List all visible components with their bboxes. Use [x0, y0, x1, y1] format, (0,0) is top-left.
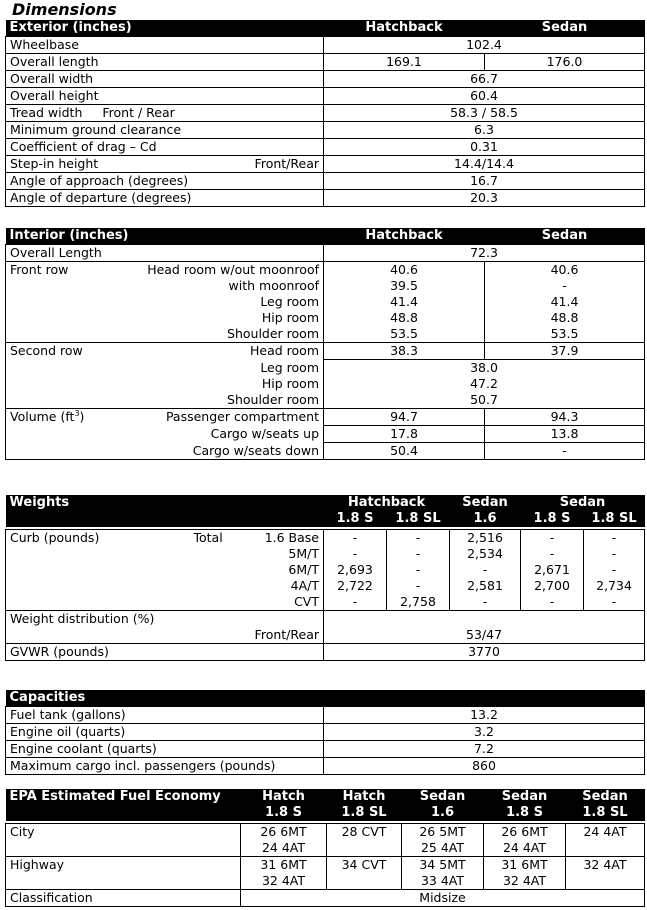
fuel-economy-table [5, 789, 645, 907]
total-label: Total [193, 529, 223, 545]
row-value: 3.2 [324, 724, 645, 741]
label-sub: Leg room [6, 294, 324, 310]
weight-value: - [584, 594, 645, 611]
label-sub: Cargo w/seats down [6, 443, 324, 460]
row-value-hatchback: 169.1 [324, 54, 485, 71]
label-sub: 4A/T [6, 578, 324, 594]
interior-header-hatchback: Hatchback [324, 228, 485, 245]
exterior-header-label: Exterior (inches) [6, 20, 324, 37]
exterior-header [6, 20, 645, 37]
row-value-hatchback: 39.5 [324, 278, 485, 294]
model-label: Sedan [402, 789, 484, 805]
table-row [6, 360, 645, 377]
row-label: Engine oil (quarts) [6, 724, 324, 741]
table-row [6, 758, 645, 775]
row-label: Overall width [6, 71, 324, 88]
table-row [6, 392, 645, 409]
table-row [6, 529, 645, 546]
weight-value: - [584, 529, 645, 546]
row-value: 60.4 [324, 88, 645, 105]
capacities-table [5, 690, 645, 775]
row-value-sedan: 40.6 [485, 262, 645, 279]
weights-header [6, 495, 645, 511]
row-label: Minimum ground clearance [6, 122, 324, 139]
table-row [6, 724, 645, 741]
row-label: Angle of departure (degrees) [6, 190, 324, 207]
table-row [6, 139, 645, 156]
row-value: 0.31 [324, 139, 645, 156]
trim-label: 1.8 SL [387, 511, 450, 527]
table-row [6, 262, 645, 279]
weights-header-hatchback: Hatchback [324, 495, 450, 511]
page-title: Dimensions [12, 0, 117, 19]
table-row [6, 37, 645, 54]
weight-value: - [324, 546, 387, 562]
weight-value: - [387, 546, 450, 562]
table-row [6, 707, 645, 724]
row-value-sedan: 48.8 [485, 310, 645, 326]
table-row [6, 54, 645, 71]
weight-value: 2,700 [521, 578, 584, 594]
mpg-cell: 24 4AT [566, 823, 645, 856]
row-label: Wheelbase [6, 37, 324, 54]
row-value: 47.2 [324, 376, 645, 392]
row-label [6, 343, 324, 360]
model-label: Hatch [327, 789, 402, 805]
weight-value: 2,581 [450, 578, 521, 594]
table-row [6, 546, 645, 562]
table-row [6, 122, 645, 139]
row-value: 7.2 [324, 741, 645, 758]
weights-subheader [6, 511, 645, 527]
weight-value: - [584, 562, 645, 578]
exterior-header-hatchback: Hatchback [324, 20, 485, 37]
table-row [6, 326, 645, 343]
row-label: Highway [6, 856, 241, 889]
group-label: Second row [10, 343, 83, 358]
row-value-sedan: - [485, 278, 645, 294]
table-row [6, 343, 645, 360]
row-label: City [6, 823, 241, 856]
row-label: Maximum cargo incl. passengers (pounds) [6, 758, 324, 775]
weight-value: 2,693 [324, 562, 387, 578]
row-value-sedan: 94.3 [485, 409, 645, 426]
row-value-sedan: - [485, 443, 645, 460]
economy-header [6, 789, 645, 805]
row-value-hatchback: 50.4 [324, 443, 485, 460]
mpg-cell: 26 5MT 25 4AT [402, 823, 484, 856]
label-sub: Front / Rear [102, 105, 175, 120]
group-label: Volume $(ft^3)$ [10, 408, 85, 424]
label-sub: Hip room [6, 376, 324, 392]
row-value: 14.4/14.4 [324, 156, 645, 173]
weight-value: 2,671 [521, 562, 584, 578]
table-row [6, 627, 645, 644]
trim-label: 1.8 S [241, 805, 327, 821]
row-value-sedan: 176.0 [485, 54, 645, 71]
weight-value: - [521, 546, 584, 562]
row-label: GVWR (pounds) [6, 643, 324, 660]
interior-header-label: Interior (inches) [6, 228, 324, 245]
table-row [6, 643, 645, 660]
exterior-table [5, 20, 645, 207]
capacities-header-label: Capacities [6, 690, 645, 707]
row-value: 53/47 [324, 627, 645, 644]
interior-table [5, 228, 645, 460]
interior-header [6, 228, 645, 245]
label-sub: Cargo w/seats up [6, 426, 324, 443]
interior-header-sedan: Sedan [485, 228, 645, 245]
row-value: Midsize [241, 889, 645, 906]
label-sub: 5M/T [6, 546, 324, 562]
row-value: 16.7 [324, 173, 645, 190]
weight-value: - [450, 562, 521, 578]
row-label: Fuel tank (gallons) [6, 707, 324, 724]
table-row [6, 823, 645, 856]
exterior-header-sedan: Sedan [485, 20, 645, 37]
row-label: Weight distribution (%) [6, 610, 324, 627]
mpg-cell: 31 6MT 32 4AT [241, 856, 327, 889]
row-label: Classification [6, 889, 241, 906]
label-sub: Leg room [6, 360, 324, 377]
capacities-header [6, 690, 645, 707]
table-row [6, 190, 645, 207]
weight-value: - [387, 562, 450, 578]
trim-label: 1.8 S [324, 511, 387, 527]
row-label [6, 105, 324, 122]
weight-value: - [450, 594, 521, 611]
weight-value: 2,516 [450, 529, 521, 546]
row-value-hatchback: 53.5 [324, 326, 485, 343]
mpg-cell: 31 6MT 32 4AT [484, 856, 566, 889]
row-label [6, 409, 324, 426]
weights-header-label: Weights [6, 495, 324, 511]
row-value-hatchback: 48.8 [324, 310, 485, 326]
weight-value: - [324, 594, 387, 611]
label-sub: 1.6 Base [264, 529, 319, 545]
row-value-sedan: 37.9 [485, 343, 645, 360]
model-label: Sedan [484, 789, 566, 805]
trim-label: 1.8 SL [584, 511, 645, 527]
row-value-hatchback: 40.6 [324, 262, 485, 279]
row-value-hatchback: 94.7 [324, 409, 485, 426]
table-row [6, 88, 645, 105]
weight-value: - [521, 529, 584, 546]
weights-header-sedan: Sedan [450, 495, 521, 511]
table-row [6, 409, 645, 426]
row-value-hatchback: 41.4 [324, 294, 485, 310]
weight-value: - [521, 594, 584, 611]
label-main: Step-in height [10, 156, 99, 171]
row-label [6, 529, 324, 546]
label-sub: Shoulder room [6, 392, 324, 409]
table-row [6, 310, 645, 326]
table-row [6, 594, 645, 611]
row-value: 860 [324, 758, 645, 775]
row-value: 38.0 [324, 360, 645, 377]
weight-value: 2,722 [324, 578, 387, 594]
group-label: Front row [10, 262, 69, 277]
row-value: 6.3 [324, 122, 645, 139]
row-value: 3770 [324, 643, 645, 660]
row-value-sedan: 41.4 [485, 294, 645, 310]
row-label: Engine coolant (quarts) [6, 741, 324, 758]
row-label: Overall length [6, 54, 324, 71]
label-sub: Shoulder room [6, 326, 324, 343]
row-label: Angle of approach (degrees) [6, 173, 324, 190]
mpg-cell: 26 6MT 24 4AT [484, 823, 566, 856]
row-value: 20.3 [324, 190, 645, 207]
trim-label: 1.8 SL [327, 805, 402, 821]
weight-value: 2,758 [387, 594, 450, 611]
row-value-sedan: 13.8 [485, 426, 645, 443]
row-value: 72.3 [324, 245, 645, 262]
economy-subheader [6, 805, 645, 821]
label-sub: Front/Rear [6, 627, 324, 644]
model-label: Sedan [566, 789, 645, 805]
model-label: Hatch [241, 789, 327, 805]
table-row [6, 578, 645, 594]
mpg-cell: 34 CVT [327, 856, 402, 889]
row-label: Overall Length [6, 245, 324, 262]
table-row [6, 741, 645, 758]
weight-value: - [324, 529, 387, 546]
trim-label: 1.8 S [521, 511, 584, 527]
label-sub: 6M/T [6, 562, 324, 578]
row-value: 66.7 [324, 71, 645, 88]
row-label: Overall height [6, 88, 324, 105]
table-row [6, 562, 645, 578]
table-row [6, 856, 645, 889]
weights-table [5, 495, 645, 661]
table-row [6, 610, 645, 627]
label-main: Tread width [10, 105, 83, 120]
label-sub: Front/Rear [254, 156, 319, 171]
table-row [6, 426, 645, 443]
weight-value: - [387, 578, 450, 594]
trim-label: 1.8 S [484, 805, 566, 821]
table-row [6, 173, 645, 190]
mpg-cell: 28 CVT [327, 823, 402, 856]
row-label [6, 262, 324, 279]
table-row [6, 443, 645, 460]
row-value: 102.4 [324, 37, 645, 54]
label-sub: Head room [250, 343, 319, 358]
table-row [6, 245, 645, 262]
trim-label: 1.6 [402, 805, 484, 821]
weight-value: - [584, 546, 645, 562]
weight-value: - [387, 529, 450, 546]
economy-header-label: EPA Estimated Fuel Economy [6, 789, 241, 805]
table-row [6, 376, 645, 392]
label-sub: with moonroof [6, 278, 324, 294]
label-sub: Head room w/out moonroof [147, 262, 319, 277]
row-value: 50.7 [324, 392, 645, 409]
table-row [6, 105, 645, 122]
curb-label: Curb (pounds) [10, 529, 100, 545]
trim-label: 1.6 [450, 511, 521, 527]
table-row [6, 278, 645, 294]
label-sub: CVT [6, 594, 324, 611]
label-sub: Hip room [6, 310, 324, 326]
row-label [6, 156, 324, 173]
table-row [6, 71, 645, 88]
trim-label: 1.8 SL [566, 805, 645, 821]
weight-value: 2,734 [584, 578, 645, 594]
row-value: 13.2 [324, 707, 645, 724]
row-value: 58.3 / 58.5 [324, 105, 645, 122]
weight-value: 2,534 [450, 546, 521, 562]
weights-header-sedan: Sedan [521, 495, 645, 511]
row-value-sedan: 53.5 [485, 326, 645, 343]
table-row [6, 156, 645, 173]
mpg-cell: 34 5MT 33 4AT [402, 856, 484, 889]
table-row [6, 294, 645, 310]
row-value-hatchback: 17.8 [324, 426, 485, 443]
row-value-hatchback: 38.3 [324, 343, 485, 360]
mpg-cell: 32 4AT [566, 856, 645, 889]
label-sub: Passenger compartment [165, 409, 319, 424]
mpg-cell: 26 6MT 24 4AT [241, 823, 327, 856]
row-label: Coefficient of drag – Cd [6, 139, 324, 156]
table-row [6, 889, 645, 906]
